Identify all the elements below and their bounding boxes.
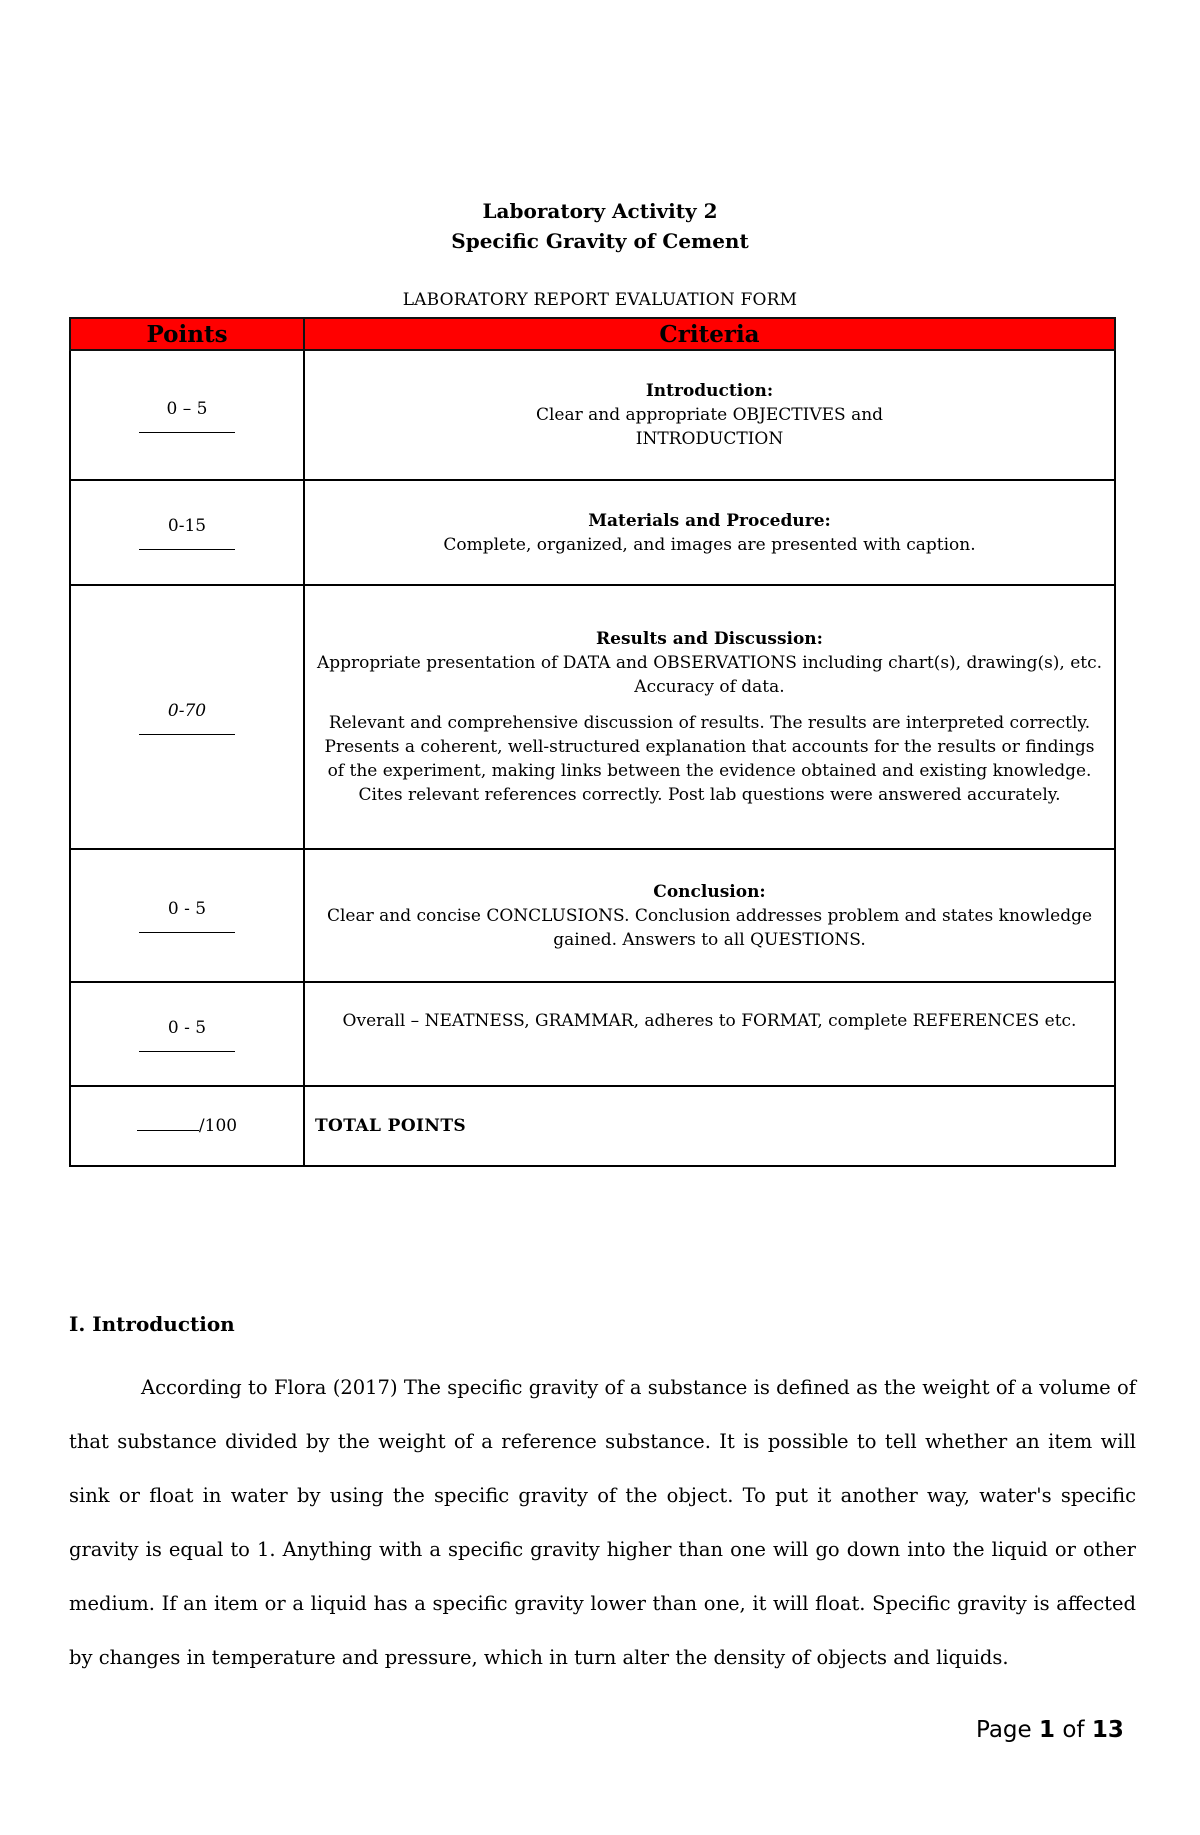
criteria-cell	[304, 982, 1115, 1086]
table-row	[70, 585, 1115, 849]
table-row	[70, 350, 1115, 480]
of-word: of	[1062, 1717, 1085, 1743]
total-points-label: TOTAL POINTS	[304, 1086, 1115, 1166]
introduction-heading: I. Introduction	[69, 1312, 235, 1336]
introduction-paragraph: According to Flora (2017) The specific gravity of a substance is defined as the weight of a volume of that substance divided by the weight of a reference substance. It is possible to tell whether an item will sink or float in water by using the specific gravity of the object. To put it another way, water's specific gravity is equal to 1. Anything with a specific gravity higher than one will go down into the liquid or other medium. If an item or a liquid has a specific gravity lower than one, it will float. Specific gravity is affected by changes in temperature and pressure, which in turn alter the density of objects and liquids.	[69, 1376, 1136, 1669]
points-cell	[70, 480, 304, 585]
table-row	[70, 480, 1115, 585]
criteria-title: Conclusion:	[653, 881, 766, 902]
criteria-cell	[304, 350, 1115, 480]
criteria-text: Clear and concise CONCLUSIONS. Conclusion addresses problem and states knowledge gained. Answers to all QUESTIONS.	[326, 905, 1093, 950]
points-range: 0 – 5	[166, 398, 208, 419]
page-number	[976, 1717, 1124, 1743]
score-blank	[139, 734, 235, 735]
evaluation-form-caption: LABORATORY REPORT EVALUATION FORM	[402, 290, 798, 310]
table-row	[70, 982, 1115, 1086]
criteria-text: Appropriate presentation of DATA and OBSERVATIONS including chart(s), drawing(s), etc. Accuracy of data.	[316, 653, 1103, 697]
current-page: 1	[1039, 1717, 1056, 1743]
table-row	[70, 849, 1115, 982]
criteria-title: Results and Discussion:	[596, 629, 823, 649]
points-header: Points	[70, 318, 304, 350]
criteria-cell	[304, 849, 1115, 982]
table-header-row	[70, 318, 1115, 350]
activity-title: Laboratory Activity 2	[482, 199, 718, 223]
points-range: 0 - 5	[167, 1017, 207, 1038]
score-blank	[139, 932, 235, 933]
criteria-header: Criteria	[304, 318, 1115, 350]
score-blank	[139, 549, 235, 550]
points-cell	[70, 585, 304, 849]
total-row	[70, 1086, 1115, 1166]
criteria-title: Introduction:	[645, 381, 774, 401]
points-cell	[70, 982, 304, 1086]
points-range: 0-15	[167, 516, 207, 536]
criteria-text: Clear and appropriate OBJECTIVES and INTRODUCTION	[535, 405, 884, 449]
total-pages: 13	[1091, 1717, 1124, 1743]
total-score-blank	[137, 1130, 199, 1131]
criteria-cell	[304, 585, 1115, 849]
total-points-cell	[70, 1086, 304, 1166]
criteria-text-2: Relevant and comprehensive discussion of results. The results are interpreted correctly. Presents a coherent, well-structured explanation that accounts for the results or findings of the experiment, making links between the evidence obtained and existing knowledge. Cites relevant references correctly. Post lab questions were answered accurately.	[324, 713, 1095, 805]
criteria-cell	[304, 480, 1115, 585]
score-blank	[139, 1051, 235, 1052]
document-title	[0, 196, 1200, 256]
score-blank	[139, 432, 235, 433]
evaluation-table	[69, 317, 1116, 1167]
activity-subtitle: Specific Gravity of Cement	[451, 229, 749, 253]
criteria-text: Overall – NEATNESS, GRAMMAR, adheres to FORMAT, complete REFERENCES etc.	[342, 1011, 1077, 1031]
points-range: 0 - 5	[167, 899, 207, 919]
points-cell	[70, 350, 304, 480]
page-word: Page	[976, 1717, 1032, 1743]
points-cell	[70, 849, 304, 982]
points-range: 0-70	[167, 700, 207, 721]
criteria-text: Complete, organized, and images are presented with caption.	[443, 534, 976, 555]
criteria-title: Materials and Procedure:	[588, 510, 831, 531]
total-points-suffix: /100	[198, 1116, 238, 1136]
